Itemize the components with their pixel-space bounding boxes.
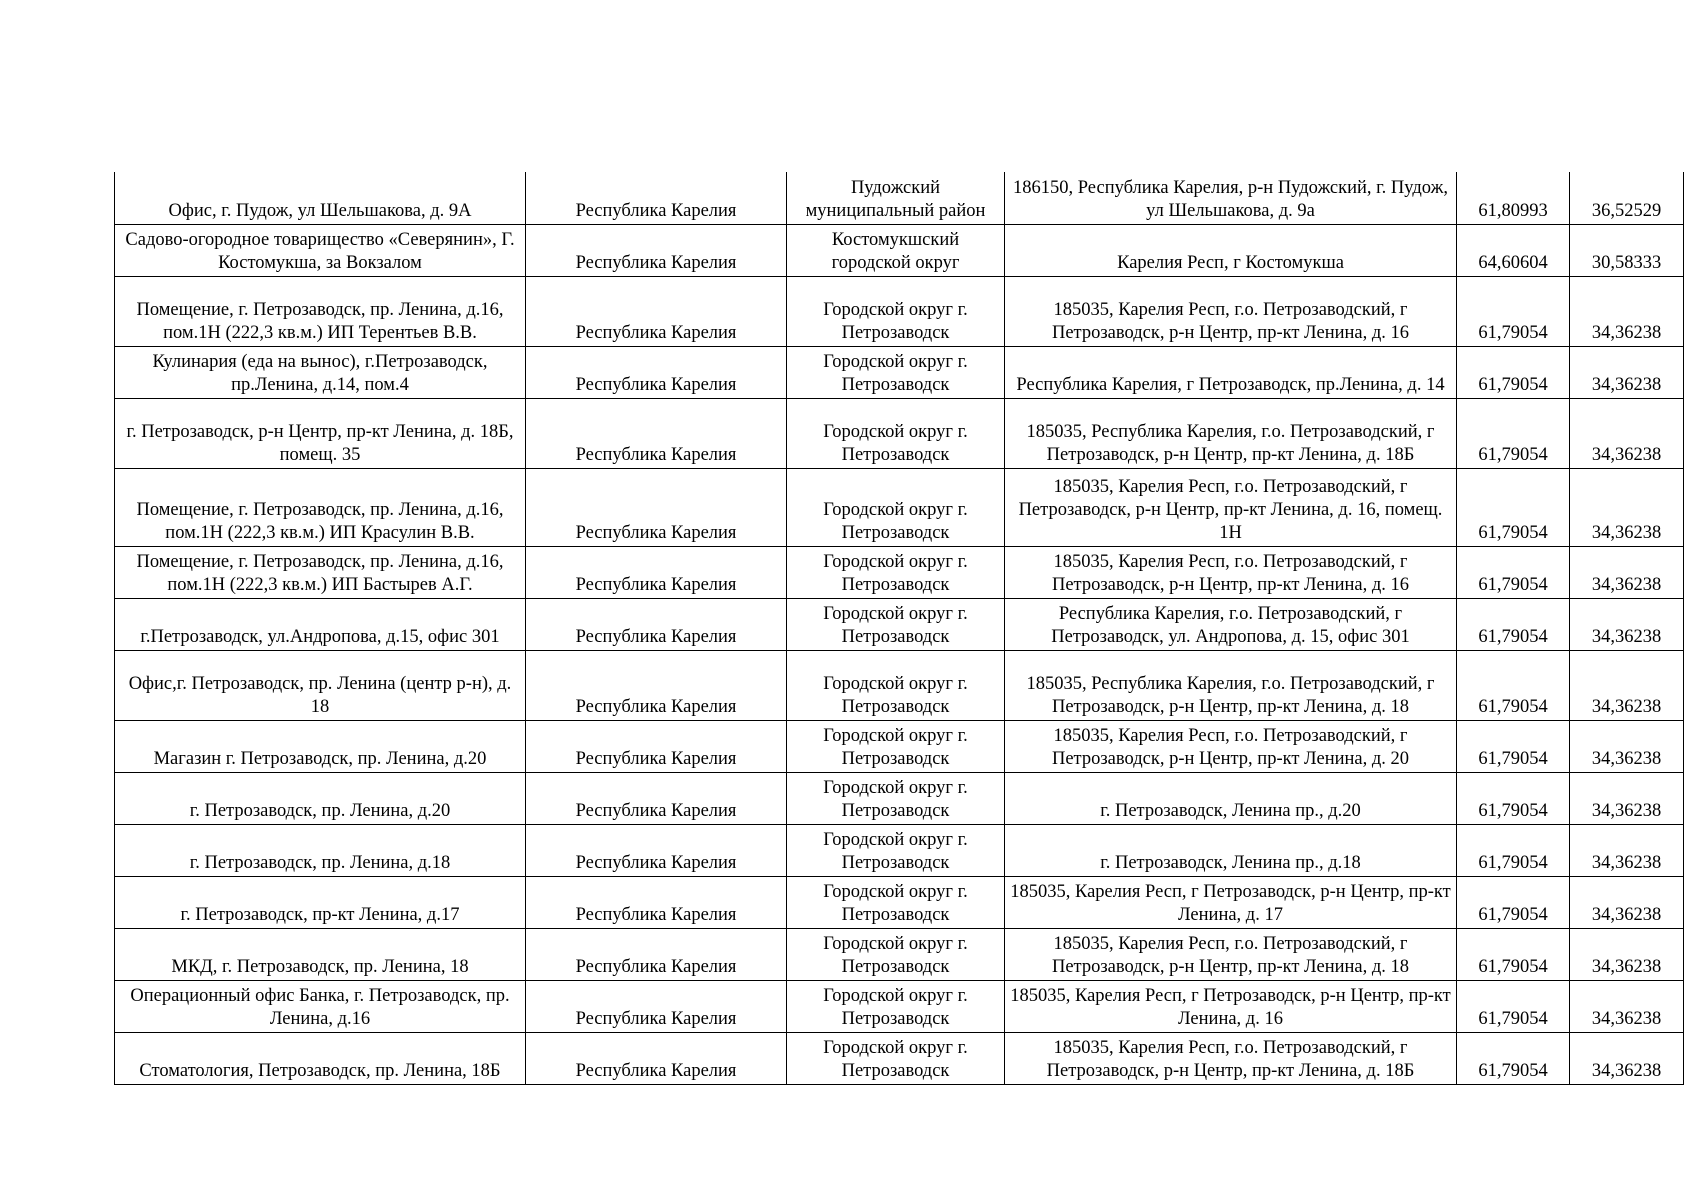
region-cell: Республика Карелия	[526, 398, 787, 468]
address-cell: 185035, Карелия Респ, г Петрозаводск, р-н Центр, пр-кт Ленина, д. 16	[1005, 980, 1457, 1032]
municipality-cell: Городской округ г. Петрозаводск	[787, 468, 1005, 546]
longitude-cell: 34,36238	[1570, 720, 1684, 772]
table-row	[115, 876, 1684, 928]
longitude-cell: 34,36238	[1570, 772, 1684, 824]
table-row	[115, 546, 1684, 598]
object-name-cell: г. Петрозаводск, р-н Центр, пр-кт Ленина, д. 18Б, помещ. 35	[115, 398, 526, 468]
table-row	[115, 772, 1684, 824]
latitude-cell: 61,79054	[1457, 398, 1570, 468]
region-cell: Республика Карелия	[526, 772, 787, 824]
object-name-cell: Кулинария (еда на вынос), г.Петрозаводск, пр.Ленина, д.14, пом.4	[115, 346, 526, 398]
latitude-cell: 61,79054	[1457, 876, 1570, 928]
table-row	[115, 468, 1684, 546]
address-cell: 185035, Карелия Респ, г Петрозаводск, р-н Центр, пр-кт Ленина, д. 17	[1005, 876, 1457, 928]
latitude-cell: 61,79054	[1457, 772, 1570, 824]
table-row	[115, 398, 1684, 468]
region-cell: Республика Карелия	[526, 650, 787, 720]
object-name-cell: МКД, г. Петрозаводск, пр. Ленина, 18	[115, 928, 526, 980]
table-row	[115, 276, 1684, 346]
region-cell: Республика Карелия	[526, 346, 787, 398]
longitude-cell: 30,58333	[1570, 224, 1684, 276]
municipality-cell: Городской округ г. Петрозаводск	[787, 546, 1005, 598]
longitude-cell: 34,36238	[1570, 598, 1684, 650]
longitude-cell: 34,36238	[1570, 980, 1684, 1032]
latitude-cell: 61,79054	[1457, 928, 1570, 980]
region-cell: Республика Карелия	[526, 276, 787, 346]
latitude-cell: 61,80993	[1457, 172, 1570, 224]
latitude-cell: 61,79054	[1457, 720, 1570, 772]
object-name-cell: г. Петрозаводск, пр. Ленина, д.18	[115, 824, 526, 876]
region-cell: Республика Карелия	[526, 720, 787, 772]
address-cell: Республика Карелия, г Петрозаводск, пр.Ленина, д. 14	[1005, 346, 1457, 398]
region-cell: Республика Карелия	[526, 1032, 787, 1084]
longitude-cell: 34,36238	[1570, 650, 1684, 720]
region-cell: Республика Карелия	[526, 546, 787, 598]
longitude-cell: 36,52529	[1570, 172, 1684, 224]
longitude-cell: 34,36238	[1570, 824, 1684, 876]
latitude-cell: 61,79054	[1457, 598, 1570, 650]
address-cell: 185035, Республика Карелия, г.о. Петрозаводский, г Петрозаводск, р-н Центр, пр-кт Ленина, д. 18Б	[1005, 398, 1457, 468]
address-cell: 185035, Карелия Респ, г.о. Петрозаводский, г Петрозаводск, р-н Центр, пр-кт Ленина, д. 18	[1005, 928, 1457, 980]
municipality-cell: Городской округ г. Петрозаводск	[787, 1032, 1005, 1084]
object-name-cell: Помещение, г. Петрозаводск, пр. Ленина, д.16, пом.1Н (222,3 кв.м.) ИП Терентьев В.В.	[115, 276, 526, 346]
latitude-cell: 64,60604	[1457, 224, 1570, 276]
longitude-cell: 34,36238	[1570, 928, 1684, 980]
municipality-cell: Городской округ г. Петрозаводск	[787, 650, 1005, 720]
address-cell: г. Петрозаводск, Ленина пр., д.20	[1005, 772, 1457, 824]
municipality-cell: Городской округ г. Петрозаводск	[787, 598, 1005, 650]
latitude-cell: 61,79054	[1457, 546, 1570, 598]
address-cell: 185035, Карелия Респ, г.о. Петрозаводский, г Петрозаводск, р-н Центр, пр-кт Ленина, д. 18Б	[1005, 1032, 1457, 1084]
object-name-cell: Магазин г. Петрозаводск, пр. Ленина, д.20	[115, 720, 526, 772]
region-cell: Республика Карелия	[526, 598, 787, 650]
latitude-cell: 61,79054	[1457, 346, 1570, 398]
table-row	[115, 598, 1684, 650]
table-row	[115, 928, 1684, 980]
longitude-cell: 34,36238	[1570, 398, 1684, 468]
table-row	[115, 650, 1684, 720]
object-name-cell: Стоматология, Петрозаводск, пр. Ленина, 18Б	[115, 1032, 526, 1084]
object-name-cell: г.Петрозаводск, ул.Андропова, д.15, офис 301	[115, 598, 526, 650]
latitude-cell: 61,79054	[1457, 824, 1570, 876]
object-name-cell: Садово-огородное товарищество «Северянин», Г. Костомукша, за Вокзалом	[115, 224, 526, 276]
municipality-cell: Городской округ г. Петрозаводск	[787, 276, 1005, 346]
municipality-cell: Городской округ г. Петрозаводск	[787, 876, 1005, 928]
longitude-cell: 34,36238	[1570, 346, 1684, 398]
municipality-cell: Городской округ г. Петрозаводск	[787, 346, 1005, 398]
municipality-cell: Костомукшский городской округ	[787, 224, 1005, 276]
region-cell: Республика Карелия	[526, 224, 787, 276]
address-cell: 186150, Республика Карелия, р-н Пудожский, г. Пудож, ул Шельшакова, д. 9а	[1005, 172, 1457, 224]
region-cell: Республика Карелия	[526, 980, 787, 1032]
object-name-cell: Операционный офис Банка, г. Петрозаводск, пр. Ленина, д.16	[115, 980, 526, 1032]
longitude-cell: 34,36238	[1570, 468, 1684, 546]
latitude-cell: 61,79054	[1457, 650, 1570, 720]
locations-table	[114, 172, 1684, 1085]
object-name-cell: Офис, г. Пудож, ул Шельшакова, д. 9А	[115, 172, 526, 224]
table-row	[115, 172, 1684, 224]
object-name-cell: г. Петрозаводск, пр-кт Ленина, д.17	[115, 876, 526, 928]
region-cell: Республика Карелия	[526, 876, 787, 928]
object-name-cell: Помещение, г. Петрозаводск, пр. Ленина, д.16, пом.1Н (222,3 кв.м.) ИП Красулин В.В.	[115, 468, 526, 546]
region-cell: Республика Карелия	[526, 172, 787, 224]
table-row	[115, 346, 1684, 398]
longitude-cell: 34,36238	[1570, 1032, 1684, 1084]
longitude-cell: 34,36238	[1570, 876, 1684, 928]
address-cell: Республика Карелия, г.о. Петрозаводский, г Петрозаводск, ул. Андропова, д. 15, офис 301	[1005, 598, 1457, 650]
municipality-cell: Городской округ г. Петрозаводск	[787, 398, 1005, 468]
table-body	[115, 172, 1684, 1084]
municipality-cell: Пудожский муниципальный район	[787, 172, 1005, 224]
municipality-cell: Городской округ г. Петрозаводск	[787, 720, 1005, 772]
address-cell: 185035, Карелия Респ, г.о. Петрозаводский, г Петрозаводск, р-н Центр, пр-кт Ленина, д. 16	[1005, 276, 1457, 346]
region-cell: Республика Карелия	[526, 824, 787, 876]
municipality-cell: Городской округ г. Петрозаводск	[787, 772, 1005, 824]
region-cell: Республика Карелия	[526, 468, 787, 546]
address-cell: г. Петрозаводск, Ленина пр., д.18	[1005, 824, 1457, 876]
object-name-cell: Помещение, г. Петрозаводск, пр. Ленина, д.16, пом.1Н (222,3 кв.м.) ИП Бастырев А.Г.	[115, 546, 526, 598]
table-row	[115, 1032, 1684, 1084]
latitude-cell: 61,79054	[1457, 276, 1570, 346]
table-row	[115, 980, 1684, 1032]
latitude-cell: 61,79054	[1457, 1032, 1570, 1084]
municipality-cell: Городской округ г. Петрозаводск	[787, 980, 1005, 1032]
object-name-cell: г. Петрозаводск, пр. Ленина, д.20	[115, 772, 526, 824]
longitude-cell: 34,36238	[1570, 546, 1684, 598]
latitude-cell: 61,79054	[1457, 468, 1570, 546]
address-cell: 185035, Карелия Респ, г.о. Петрозаводский, г Петрозаводск, р-н Центр, пр-кт Ленина, д. 16	[1005, 546, 1457, 598]
table-row	[115, 224, 1684, 276]
address-cell: 185035, Карелия Респ, г.о. Петрозаводский, г Петрозаводск, р-н Центр, пр-кт Ленина, д. 16, помещ. 1Н	[1005, 468, 1457, 546]
table-row	[115, 720, 1684, 772]
address-cell: 185035, Республика Карелия, г.о. Петрозаводский, г Петрозаводск, р-н Центр, пр-кт Ленина, д. 18	[1005, 650, 1457, 720]
object-name-cell: Офис,г. Петрозаводск, пр. Ленина (центр р-н), д. 18	[115, 650, 526, 720]
table-row	[115, 824, 1684, 876]
address-cell: Карелия Респ, г Костомукша	[1005, 224, 1457, 276]
municipality-cell: Городской округ г. Петрозаводск	[787, 928, 1005, 980]
latitude-cell: 61,79054	[1457, 980, 1570, 1032]
longitude-cell: 34,36238	[1570, 276, 1684, 346]
region-cell: Республика Карелия	[526, 928, 787, 980]
municipality-cell: Городской округ г. Петрозаводск	[787, 824, 1005, 876]
address-cell: 185035, Карелия Респ, г.о. Петрозаводский, г Петрозаводск, р-н Центр, пр-кт Ленина, д. 20	[1005, 720, 1457, 772]
